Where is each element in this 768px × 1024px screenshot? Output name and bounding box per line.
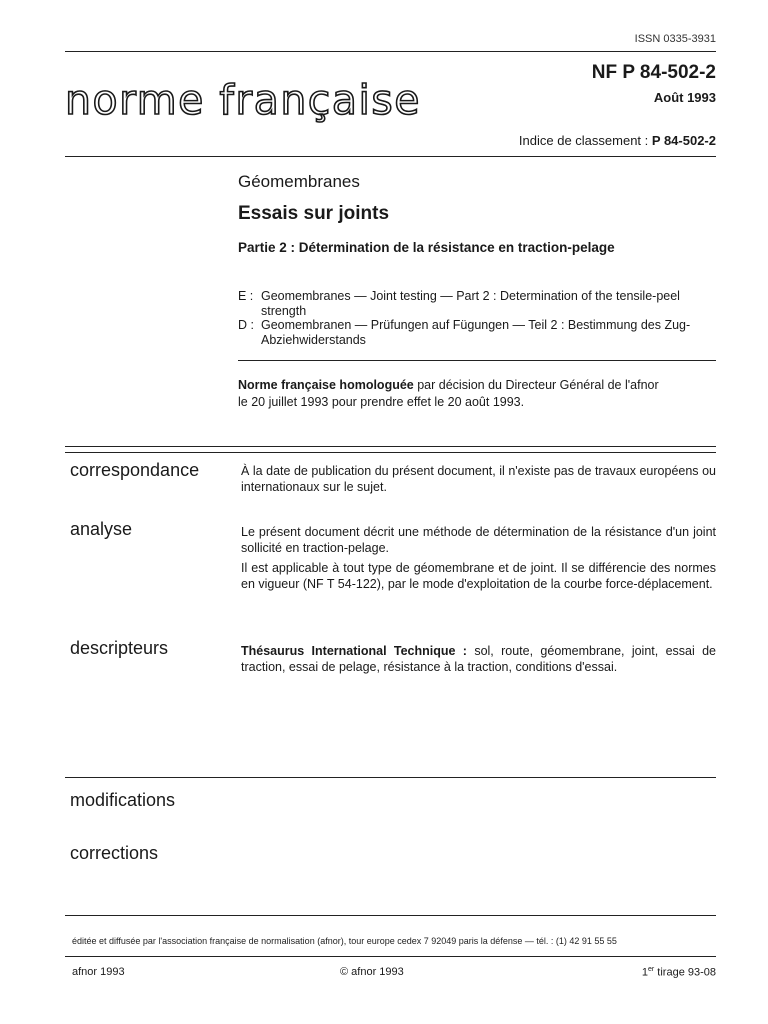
analyse-paragraph-2: Il est applicable à tout type de géomembrane et de joint. Il se différencie des normes en vigueur (NF T 54-122), par le mode d'exploitation de la courbe force-déplacement. <box>241 561 716 591</box>
correspondance-heading: correspondance <box>70 460 200 480</box>
modifications-heading: modifications <box>70 790 176 810</box>
homologation-notice <box>238 377 716 411</box>
indice-label: Indice de classement : <box>518 133 649 148</box>
top-rule <box>65 51 716 52</box>
rule-4 <box>65 915 716 916</box>
homologation-date: le 20 juillet 1993 pour prendre effet le 20 août 1993. <box>238 395 525 409</box>
rule-3 <box>65 777 716 778</box>
standard-reference: NF P 84-502-2 <box>591 62 716 83</box>
footer-print-run <box>642 966 716 979</box>
translation-german <box>238 318 716 350</box>
print-run-number: 1 <box>641 966 648 979</box>
translation-code: E : <box>238 289 254 303</box>
publication-date: Août 1993 <box>653 90 716 105</box>
thesaurus-terms: sol, route, géomembrane, joint, essai de traction, essai de pelage, résistance à la traction, conditions d'essai. <box>241 644 716 674</box>
brand-title: norme française <box>65 76 421 124</box>
document-part: Partie 2 : Détermination de la résistance en traction-pelage <box>238 240 615 255</box>
document-title: Essais sur joints <box>238 203 390 224</box>
thesaurus-label: Thésaurus International Technique : <box>241 644 467 658</box>
header-rule <box>65 156 716 157</box>
footer-rule <box>65 956 716 957</box>
rule-2 <box>65 452 716 453</box>
translation-english <box>238 289 716 321</box>
correspondance-text: À la date de publication du présent document, il n'existe pas de travaux européens ou internationaux sur le sujet. <box>241 464 716 494</box>
title-rule <box>238 360 716 361</box>
corrections-heading: corrections <box>70 843 159 863</box>
translation-code: D : <box>238 318 254 332</box>
footer-left: afnor 1993 <box>72 966 125 978</box>
footer-copyright: © afnor 1993 <box>340 966 404 978</box>
indice-value: P 84-502-2 <box>651 133 716 148</box>
analyse-paragraph-1: Le présent document décrit une méthode de détermination de la résistance d'un joint sollicité en traction-pelage. <box>241 525 716 555</box>
analyse-heading: analyse <box>70 519 133 539</box>
print-run-text: tirage 93-08 <box>654 966 716 979</box>
rule-1 <box>65 446 716 447</box>
translation-text: Geomembranes — Joint testing — Part 2 : Determination of the tensile-peel strength <box>261 289 680 318</box>
print-run-sup: er <box>648 966 655 973</box>
publisher-line: éditée et diffusée par l'association française de normalisation (afnor), tour europe cedex 7 92049 paris la défense — tél. : (1) 42 91 55 55 <box>72 936 617 946</box>
document-subject: Géomembranes <box>238 172 360 191</box>
classification-index <box>519 133 716 148</box>
homologation-text: par décision du Directeur Général de l'afnor <box>413 378 659 392</box>
issn: ISSN 0335-3931 <box>634 33 716 45</box>
descripteurs-text <box>241 643 716 675</box>
translation-text: Geomembranen — Prüfungen auf Fügungen — Teil 2 : Bestimmung des Zug-Abziehwiderstands <box>261 318 691 347</box>
homologation-bold: Norme française homologuée <box>238 378 414 392</box>
descripteurs-heading: descripteurs <box>70 638 169 658</box>
